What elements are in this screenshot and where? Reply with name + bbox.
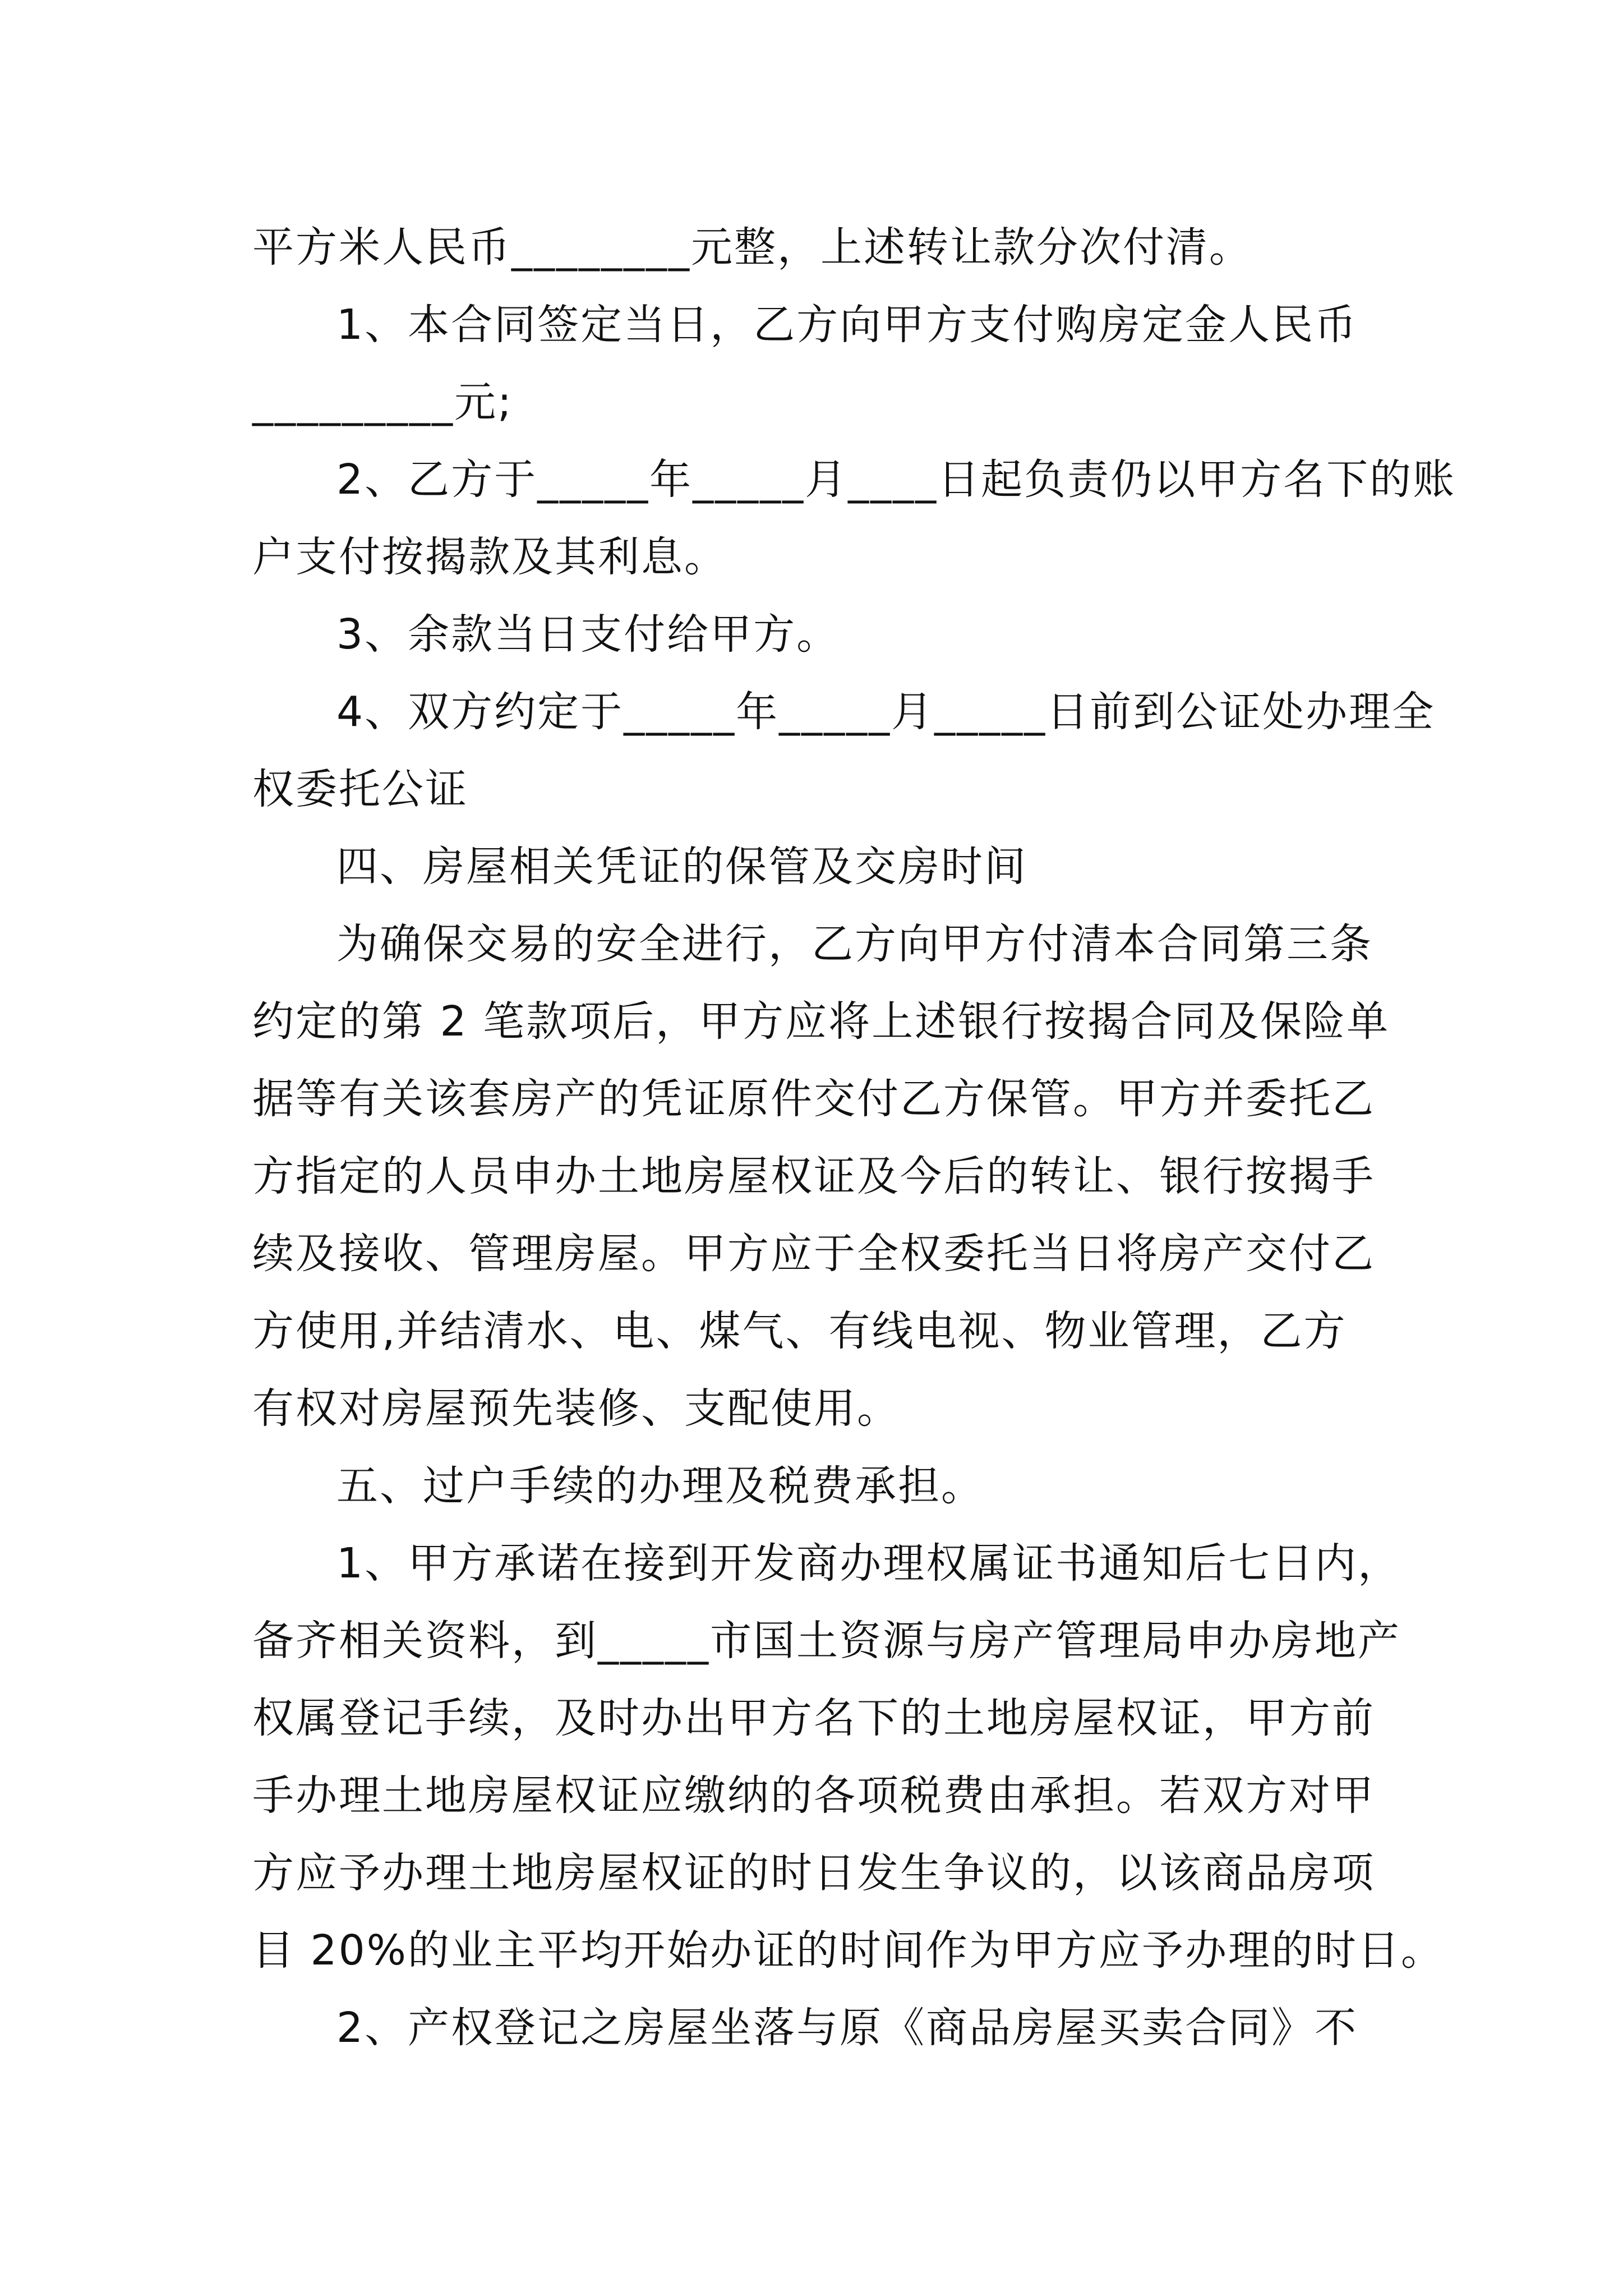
text-line-21: 手办理土地房屋权证应缴纳的各项税费由承担。若双方对甲 — [252, 1772, 1375, 1820]
text-line-2: 1、本合同签定当日，乙方向甲方支付购房定金人民币 — [336, 301, 1358, 349]
section-heading-5: 五、过户手续的办理及税费承担。 — [336, 1462, 984, 1510]
text-line-16: 有权对房屋预先装修、支配使用。 — [252, 1384, 900, 1433]
text-line-1: 平方米人民币________元整，上述转让款分次付清。 — [252, 223, 1252, 272]
text-line-23: 目 20%的业主平均开始办证的时间作为甲方应予办理的时日。 — [252, 1926, 1444, 1975]
text-line-11: 约定的第 2 笔款项后，甲方应将上述银行按揭合同及保险单 — [252, 997, 1390, 1046]
text-line-14: 续及接收、管理房屋。甲方应于全权委托当日将房产交付乙 — [252, 1230, 1375, 1278]
text-line-3: _________元; — [252, 378, 513, 426]
text-line-7: 4、双方约定于_____年_____月_____日前到公证处办理全 — [336, 688, 1436, 736]
section-heading-4: 四、房屋相关凭证的保管及交房时间 — [336, 843, 1027, 891]
text-line-18: 1、甲方承诺在接到开发商办理权属证书通知后七日内， — [336, 1539, 1401, 1588]
text-line-24: 2、产权登记之房屋坐落与原《商品房屋买卖合同》不 — [336, 2004, 1358, 2052]
text-line-15: 方使用,并结清水、电、煤气、有线电视、物业管理，乙方 — [252, 1307, 1347, 1355]
text-line-6: 3、余款当日支付给甲方。 — [336, 610, 840, 659]
text-line-22: 方应予办理土地房屋权证的时日发生争议的，以该商品房项 — [252, 1849, 1375, 1897]
text-line-4: 2、乙方于_____年_____月____日起负责仍以甲方名下的账 — [336, 455, 1456, 504]
text-line-20: 权属登记手续，及时办出甲方名下的土地房屋权证，甲方前 — [252, 1694, 1375, 1742]
text-line-13: 方指定的人员申办土地房屋权证及今后的转让、银行按揭手 — [252, 1152, 1375, 1200]
text-line-19: 备齐相关资料，到_____市国土资源与房产管理局申办房地产 — [252, 1617, 1401, 1665]
text-line-5: 户支付按揭款及其利息。 — [252, 533, 727, 581]
document-body — [252, 209, 1456, 2067]
text-line-12: 据等有关该套房产的凭证原件交付乙方保管。甲方并委托乙 — [252, 1075, 1375, 1123]
text-line-10: 为确保交易的安全进行，乙方向甲方付清本合同第三条 — [336, 920, 1373, 968]
text-line-8: 权委托公证 — [252, 765, 468, 813]
